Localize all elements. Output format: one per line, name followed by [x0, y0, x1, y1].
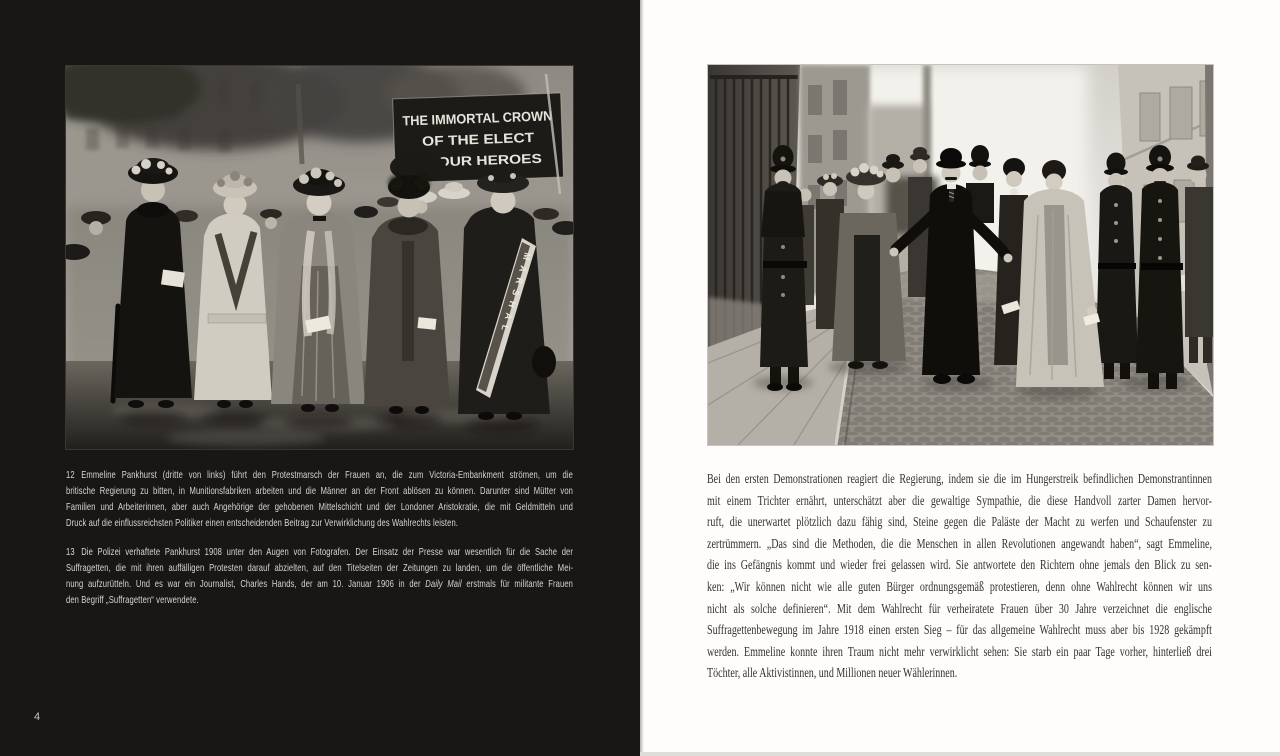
body-text	[707, 468, 1212, 684]
right-photo	[708, 65, 1213, 445]
caption-line	[66, 576, 573, 592]
body-text-line: zertrümmern. „Das sind die Methoden, die die Menschen in allen Revolutionen angewandt haben“, sagt Emmeline,	[707, 535, 1212, 551]
right-page	[640, 0, 1280, 756]
caption-line: Druck auf die einflussreichsten Politiker einen entscheidenden Beitrag zur Verwirklichung des Wahlrechts leisten.	[66, 517, 459, 529]
caption-line	[66, 544, 573, 560]
caption-line	[66, 467, 573, 483]
caption-text: nung aufzurütteln. Und es war ein Journalist, Charles Hands, der am 10. Januar 1906 in der	[66, 578, 426, 590]
caption-line: britische Regierung zu bitten, in Munitionsfabriken arbeiten und die Männer an der Front ablösen zu können. Darunter sind Mütter von	[66, 485, 574, 497]
body-text-line: mit einem Trichter ernährt, unterschätzt aber die gewaltige Sympathie, die diese Handvoll zarter Damen hervor-	[707, 492, 1212, 508]
caption-number: 12	[66, 469, 75, 481]
left-photo	[66, 66, 573, 449]
caption-text: erstmals für militante Frauen	[461, 578, 574, 590]
body-text-line: die ins Gefängnis kommt und wieder frei gelassen wird. Sie antwortete den Richtern ohne jemals den Blick zu sen-	[707, 557, 1212, 573]
marshal-sash-text: MARSHAL	[497, 251, 533, 338]
page-gutter	[640, 0, 644, 756]
caption-italic-title: Daily Mail	[425, 578, 462, 590]
caption-13	[66, 544, 573, 608]
body-text-line: ruft, die unerwartet plötzlich dazu fähig sind, Steine gegen die Paläste der Macht zu werfen und Schaufenster zu	[707, 514, 1212, 530]
body-text-line: ken: „Wir können nicht wie alle guten Bürger ordnungsgemäß protestieren, denn ohne Wahlrecht können wir uns	[707, 578, 1212, 594]
caption-line: Suffragetten, die mit ihren auffälligen Protesten darauf abzielten, auf den Titelseiten der Zeitungen zu landen, um die öffentliche Mei-	[66, 562, 574, 574]
body-text-line: Bei den ersten Demonstrationen reagiert die Regierung, indem sie die im Hungerstreik befindlichen Demonstrantinnen	[707, 471, 1212, 486]
banner-text-line2: OF THE ELECT	[421, 130, 520, 149]
caption-number: 13	[66, 546, 75, 558]
body-text-line: Suffragettenbewegung im Jahre 1918 einen ersten Sieg – für das allgemeine Wahlrecht muss aber bis 1928 gekämpft	[707, 622, 1212, 638]
page-number: 4	[34, 711, 41, 723]
caption-line: Familien und Arbeiterinnen, aber auch Angehörige der gehobenen Mittelschicht und der Londoner Aristokratie, die mit Geldmitteln und	[66, 501, 574, 513]
banner-text-line3: T OUR HEROES	[423, 151, 524, 170]
caption-line: den Begriff „Suffragetten“ verwendete.	[66, 594, 199, 606]
body-text-line: Töchter, alle Aktivistinnen, und Millionen neuer Wählerinnen.	[707, 665, 958, 681]
banner-text-line1: THE IMMORTAL CROWN	[402, 108, 562, 129]
suffragette-march-illustration	[66, 66, 573, 449]
caption-12	[66, 467, 573, 531]
body-text-line: werden. Emmeline konnte ihren Traum nicht mehr verwirklicht sehen: Sie starb ein paar Tage vorher, hinterließ drei	[707, 643, 1212, 659]
body-text-line: nicht als solche definieren“. Mit dem Wahlrecht für verheiratete Frauen über 30 Jahre verzeichnet die englische	[707, 600, 1212, 616]
page-bottom-edge	[640, 752, 1280, 756]
caption-text: Die Polizei verhaftete Pankhurst 1908 unter den Augen von Fotografen. Der Einsatz der Presse war wesentlich für die Sache der	[81, 546, 574, 558]
caption-text: Emmeline Pankhurst (dritte von links) führt den Protestmarsch der Frauen an, die zum Victoria-Embankment strömen, um die	[81, 469, 574, 481]
pankhurst-arrest-illustration	[708, 65, 1213, 445]
